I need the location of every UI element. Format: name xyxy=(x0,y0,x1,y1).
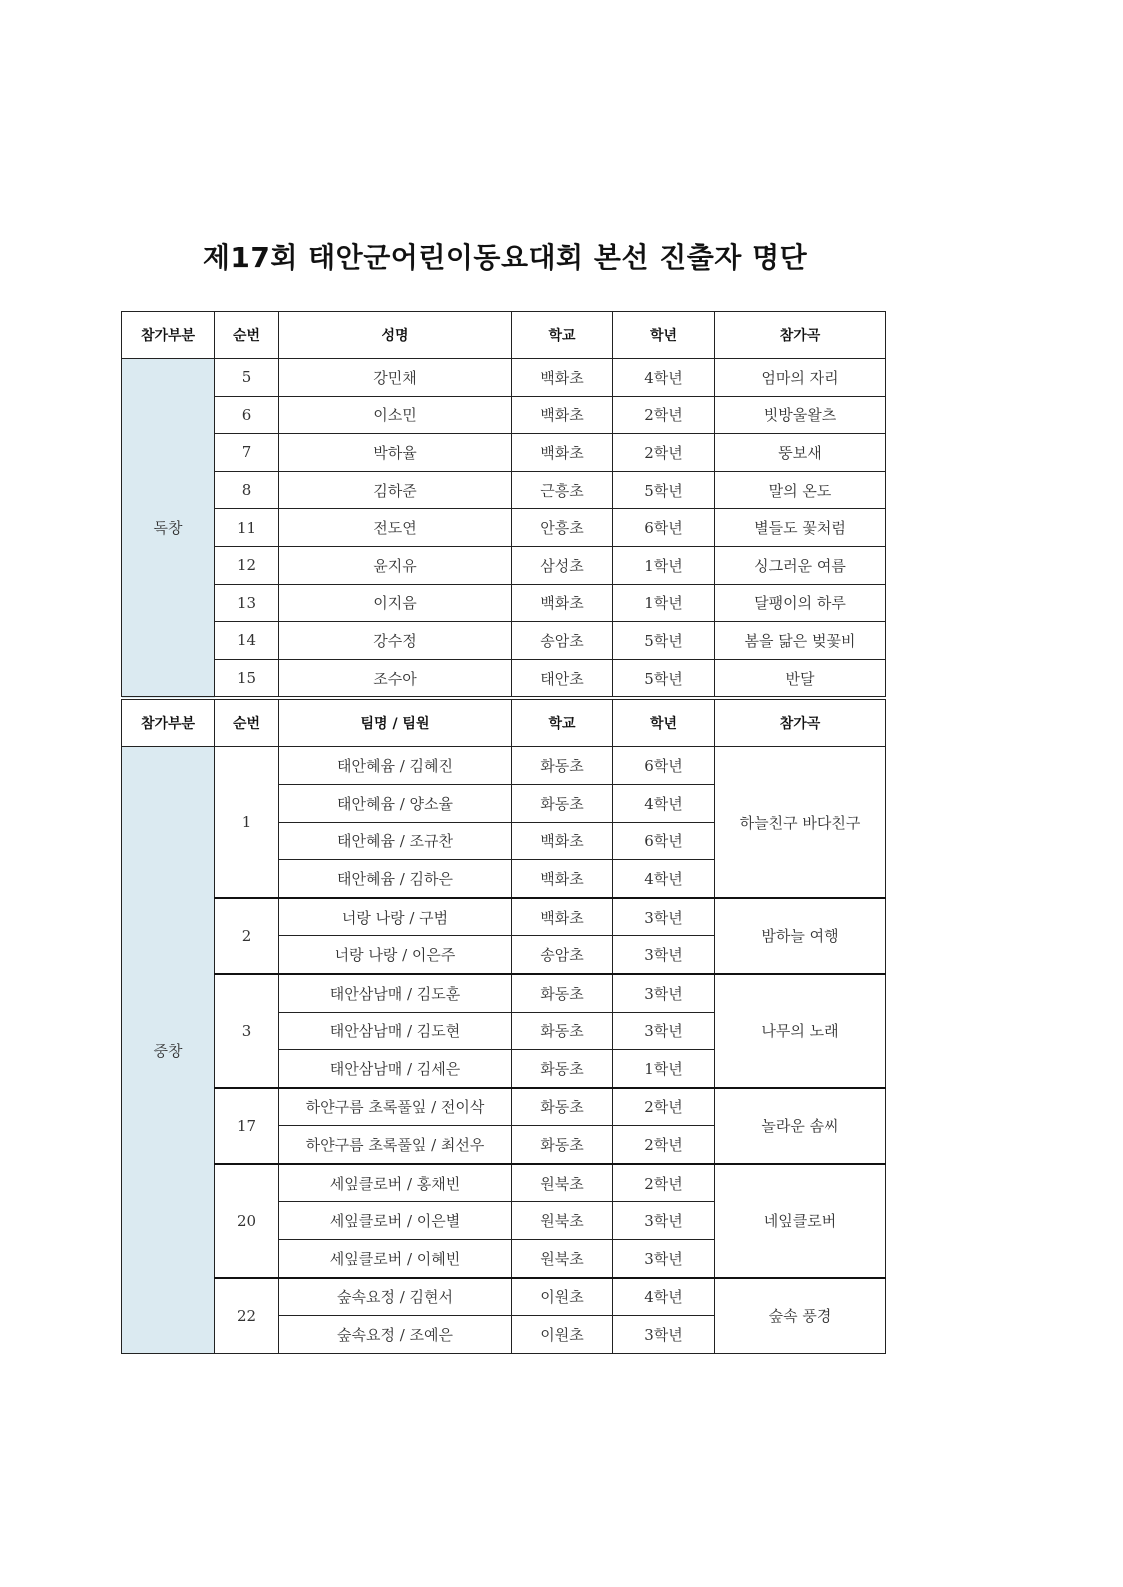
ensemble-row xyxy=(122,974,886,1012)
entry-song: 달팽이의 하루 xyxy=(715,584,886,622)
member-grade: 4학년 xyxy=(613,860,715,898)
member-school: 화동초 xyxy=(512,1012,613,1050)
ensemble-row xyxy=(122,1088,886,1126)
entry-grade: 2학년 xyxy=(613,396,715,434)
member-grade: 2학년 xyxy=(613,1126,715,1164)
member-grade: 3학년 xyxy=(613,1202,715,1240)
member-school: 백화초 xyxy=(512,860,613,898)
entry-name: 조수아 xyxy=(279,659,512,698)
entry-grade: 5학년 xyxy=(613,471,715,509)
member-school: 이원초 xyxy=(512,1278,613,1316)
header-number: 순번 xyxy=(215,312,279,359)
entry-number: 8 xyxy=(215,471,279,509)
page-title: 제17회 태안군어린이동요대회 본선 진출자 명단 xyxy=(202,241,808,274)
member-team: 태안혜윰 / 김혜진 xyxy=(279,747,512,785)
member-team: 태안삼남매 / 김도훈 xyxy=(279,974,512,1012)
ensemble-row xyxy=(122,1278,886,1316)
member-team: 너랑 나랑 / 구범 xyxy=(279,898,512,936)
entry-school: 백화초 xyxy=(512,434,613,472)
solo-row xyxy=(122,659,886,698)
group-song: 밤하늘 여행 xyxy=(715,898,886,974)
group-number: 22 xyxy=(215,1278,279,1354)
member-grade: 2학년 xyxy=(613,1088,715,1126)
entry-song: 빗방울왈츠 xyxy=(715,396,886,434)
member-school: 화동초 xyxy=(512,1126,613,1164)
member-grade: 3학년 xyxy=(613,1012,715,1050)
entry-grade: 1학년 xyxy=(613,546,715,584)
entry-number: 13 xyxy=(215,584,279,622)
header-name: 팀명 / 팀원 xyxy=(279,698,512,747)
entry-number: 5 xyxy=(215,359,279,397)
member-school: 백화초 xyxy=(512,898,613,936)
category-solo: 독창 xyxy=(122,359,215,699)
member-grade: 6학년 xyxy=(613,747,715,785)
ensemble-row xyxy=(122,898,886,936)
entry-name: 강수정 xyxy=(279,622,512,660)
entry-number: 7 xyxy=(215,434,279,472)
solo-row xyxy=(122,359,886,397)
header-song: 참가곡 xyxy=(715,698,886,747)
entry-grade: 5학년 xyxy=(613,622,715,660)
header-song: 참가곡 xyxy=(715,312,886,359)
solo-row xyxy=(122,396,886,434)
category-ensemble: 중창 xyxy=(122,747,215,1354)
group-number: 17 xyxy=(215,1088,279,1164)
member-grade: 3학년 xyxy=(613,1316,715,1354)
finalist-table-body xyxy=(122,312,886,1354)
group-song: 숲속 풍경 xyxy=(715,1278,886,1354)
entry-name: 전도연 xyxy=(279,509,512,547)
entry-school: 삼성초 xyxy=(512,546,613,584)
entry-grade: 2학년 xyxy=(613,434,715,472)
member-school: 이원초 xyxy=(512,1316,613,1354)
entry-number: 11 xyxy=(215,509,279,547)
entry-number: 14 xyxy=(215,622,279,660)
member-team: 세잎클로버 / 홍채빈 xyxy=(279,1164,512,1202)
entry-school: 백화초 xyxy=(512,396,613,434)
entry-grade: 4학년 xyxy=(613,359,715,397)
header-category: 참가부분 xyxy=(122,698,215,747)
member-team: 태안혜윰 / 조규찬 xyxy=(279,822,512,860)
ensemble-row xyxy=(122,1164,886,1202)
header-grade: 학년 xyxy=(613,312,715,359)
member-team: 숲속요정 / 조예은 xyxy=(279,1316,512,1354)
member-team: 하얀구름 초록풀잎 / 최선우 xyxy=(279,1126,512,1164)
solo-row xyxy=(122,434,886,472)
member-grade: 4학년 xyxy=(613,784,715,822)
group-song: 네잎클로버 xyxy=(715,1164,886,1278)
header-category: 참가부분 xyxy=(122,312,215,359)
header-name: 성명 xyxy=(279,312,512,359)
member-team: 태안삼남매 / 김세은 xyxy=(279,1050,512,1088)
finalist-table xyxy=(121,311,886,1354)
entry-school: 백화초 xyxy=(512,584,613,622)
member-school: 원북초 xyxy=(512,1202,613,1240)
entry-name: 박하율 xyxy=(279,434,512,472)
header-grade: 학년 xyxy=(613,698,715,747)
member-school: 화동초 xyxy=(512,747,613,785)
solo-row xyxy=(122,546,886,584)
entry-name: 김하준 xyxy=(279,471,512,509)
member-team: 세잎클로버 / 이은별 xyxy=(279,1202,512,1240)
entry-grade: 6학년 xyxy=(613,509,715,547)
header-number: 순번 xyxy=(215,698,279,747)
entry-song: 봄을 닮은 벚꽃비 xyxy=(715,622,886,660)
entry-song: 뚱보새 xyxy=(715,434,886,472)
ensemble-header-row xyxy=(122,698,886,747)
entry-school: 안흥초 xyxy=(512,509,613,547)
entry-number: 12 xyxy=(215,546,279,584)
entry-song: 별들도 꽃처럼 xyxy=(715,509,886,547)
member-grade: 6학년 xyxy=(613,822,715,860)
entry-name: 강민채 xyxy=(279,359,512,397)
entry-grade: 5학년 xyxy=(613,659,715,698)
member-grade: 2학년 xyxy=(613,1164,715,1202)
member-school: 원북초 xyxy=(512,1240,613,1278)
member-grade: 3학년 xyxy=(613,898,715,936)
ensemble-row xyxy=(122,747,886,785)
entry-school: 근흥초 xyxy=(512,471,613,509)
member-school: 송암초 xyxy=(512,936,613,974)
solo-row xyxy=(122,509,886,547)
entry-school: 백화초 xyxy=(512,359,613,397)
member-team: 너랑 나랑 / 이은주 xyxy=(279,936,512,974)
group-song: 나무의 노래 xyxy=(715,974,886,1088)
member-grade: 1학년 xyxy=(613,1050,715,1088)
entry-song: 엄마의 자리 xyxy=(715,359,886,397)
entry-name: 이지음 xyxy=(279,584,512,622)
entry-name: 윤지유 xyxy=(279,546,512,584)
member-team: 태안삼남매 / 김도현 xyxy=(279,1012,512,1050)
group-number: 20 xyxy=(215,1164,279,1278)
member-school: 백화초 xyxy=(512,822,613,860)
member-school: 원북초 xyxy=(512,1164,613,1202)
group-song: 놀라운 솜씨 xyxy=(715,1088,886,1164)
entry-song: 반달 xyxy=(715,659,886,698)
group-number: 3 xyxy=(215,974,279,1088)
entry-number: 6 xyxy=(215,396,279,434)
solo-row xyxy=(122,584,886,622)
member-grade: 3학년 xyxy=(613,974,715,1012)
member-team: 숲속요정 / 김현서 xyxy=(279,1278,512,1316)
member-grade: 3학년 xyxy=(613,936,715,974)
entry-school: 송암초 xyxy=(512,622,613,660)
member-team: 태안혜윰 / 김하은 xyxy=(279,860,512,898)
entry-school: 태안초 xyxy=(512,659,613,698)
header-school: 학교 xyxy=(512,698,613,747)
member-school: 화동초 xyxy=(512,974,613,1012)
member-team: 태안혜윰 / 양소율 xyxy=(279,784,512,822)
member-team: 세잎클로버 / 이혜빈 xyxy=(279,1240,512,1278)
entry-number: 15 xyxy=(215,659,279,698)
group-number: 2 xyxy=(215,898,279,974)
member-school: 화동초 xyxy=(512,1088,613,1126)
group-number: 1 xyxy=(215,747,279,898)
solo-row xyxy=(122,622,886,660)
member-grade: 3학년 xyxy=(613,1240,715,1278)
group-song: 하늘친구 바다친구 xyxy=(715,747,886,898)
member-team: 하얀구름 초록풀잎 / 전이삭 xyxy=(279,1088,512,1126)
member-school: 화동초 xyxy=(512,784,613,822)
solo-row xyxy=(122,471,886,509)
entry-name: 이소민 xyxy=(279,396,512,434)
header-school: 학교 xyxy=(512,312,613,359)
member-grade: 4학년 xyxy=(613,1278,715,1316)
solo-header-row xyxy=(122,312,886,359)
entry-song: 싱그러운 여름 xyxy=(715,546,886,584)
entry-song: 말의 온도 xyxy=(715,471,886,509)
entry-grade: 1학년 xyxy=(613,584,715,622)
member-school: 화동초 xyxy=(512,1050,613,1088)
